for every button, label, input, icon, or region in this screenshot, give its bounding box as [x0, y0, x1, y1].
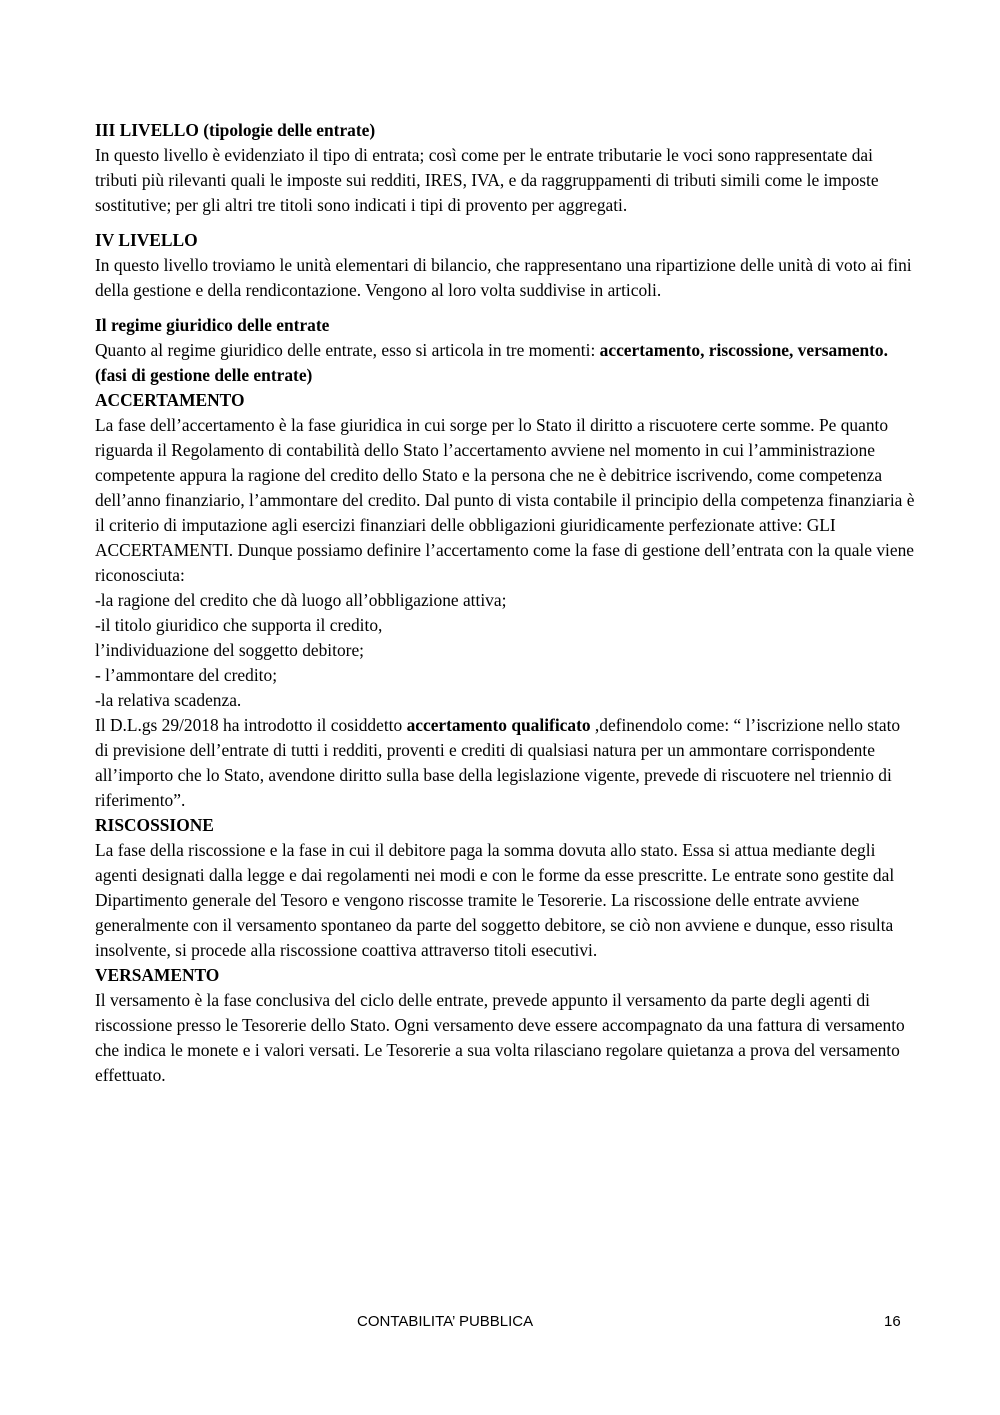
- paragraph-iii-livello: In questo livello è evidenziato il tipo di entrata; così come per le entrate tributarie le voci sono rappresentate dai tributi più rilevanti quali le imposte sui redditi, IRES, IVA, e da raggruppamenti di tributi simili come le imposte sostitutive; per gli altri tre titoli sono indicati i tipi di provento per aggregati.: [95, 145, 879, 215]
- heading-iii-livello: III LIVELLO (tipologie delle entrate): [95, 120, 376, 140]
- page-content: [95, 118, 915, 1088]
- heading-versamento: VERSAMENTO: [95, 965, 220, 985]
- paragraph-dlgs: Il D.L.gs 29/2018 ha introdotto il cosiddetto accertamento qualificato ,definendolo come: “ l’iscrizione nello stato di previsione dell’entrate di tutti i redditi, proventi e crediti di qualsiasi natura per un ammontare corrispondente all’importo che lo Stato, avendone diritto sulla base della legislazione vigente, prevede di riscuotere nel triennio di riferimento”.: [95, 715, 901, 810]
- heading-accertamento: ACCERTAMENTO: [95, 390, 245, 410]
- list-item: -la ragione del credito che dà luogo all’obbligazione attiva;: [95, 590, 507, 610]
- heading-regime-giuridico: Il regime giuridico delle entrate: [95, 315, 330, 335]
- paragraph-iv-livello: In questo livello troviamo le unità elementari di bilancio, che rappresentano una ripartizione delle unità di voto ai fini della gestione e della rendicontazione. Vengono al loro volta suddivise in articoli.: [95, 255, 912, 300]
- list-item: -la relativa scadenza.: [95, 690, 242, 710]
- paragraph-versamento: Il versamento è la fase conclusiva del ciclo delle entrate, prevede appunto il versamento da parte degli agenti di riscossione presso le Tesorerie dello Stato. Ogni versamento deve essere accompagnato da una fattura di versamento che indica le monete e i valori versati. Le Tesorerie a sua volta rilasciano regolare quietanza a prova del versamento effettuato.: [95, 990, 905, 1085]
- list-item: - l’ammontare del credito;: [95, 665, 278, 685]
- paragraph-accertamento: La fase dell’accertamento è la fase giuridica in cui sorge per lo Stato il diritto a riscuotere certe somme. Pe quanto riguarda il Regolamento di contabilità dello Stato l’accertamento avviene nel momento in cui l’amministrazione competente appura la ragione del credito dello Stato e la persona che ne è debitrice iscrivendo, come competenza dell’anno finanziario, l’ammontare del credito. Dal punto di vista contabile il principio della competenza finanziaria è il criterio di imputazione agli esercizi finanziari delle obbligazioni giuridicamente perfezionate attive: GLI ACCERTAMENTI. Dunque possiamo definire l’accertamento come la fase di gestione dell’entrata con la quale viene riconosciuta:: [95, 415, 915, 585]
- list-item: l’individuazione del soggetto debitore;: [95, 640, 365, 660]
- paragraph-riscossione: La fase della riscossione e la fase in cui il debitore paga la somma dovuta allo stato. Essa si attua mediante degli agenti designati dalla legge e dai regolamenti nei modi e con le forme da esse prescritte. Le entrate sono gestite dal Dipartimento generale del Tesoro e vengono riscosse tramite le Tesorerie. La riscossione delle entrate avviene generalmente con il versamento spontaneo da parte del soggetto debitore, se ciò non avviene e dunque, esso risulta insolvente, si procede alla riscossione coattiva attraverso titoli esecutivi.: [95, 840, 895, 960]
- heading-riscossione: RISCOSSIONE: [95, 815, 214, 835]
- list-item: -il titolo giuridico che supporta il credito,: [95, 615, 383, 635]
- footer-title: CONTABILITA’ PUBBLICA: [357, 1313, 534, 1330]
- heading-iv-livello: IV LIVELLO: [95, 230, 198, 250]
- paragraph-regime-intro: Quanto al regime giuridico delle entrate, esso si articola in tre momenti: accertamento, riscossione, versamento. (fasi di gestione delle entrate): [95, 340, 888, 385]
- page-number: 16: [884, 1313, 901, 1330]
